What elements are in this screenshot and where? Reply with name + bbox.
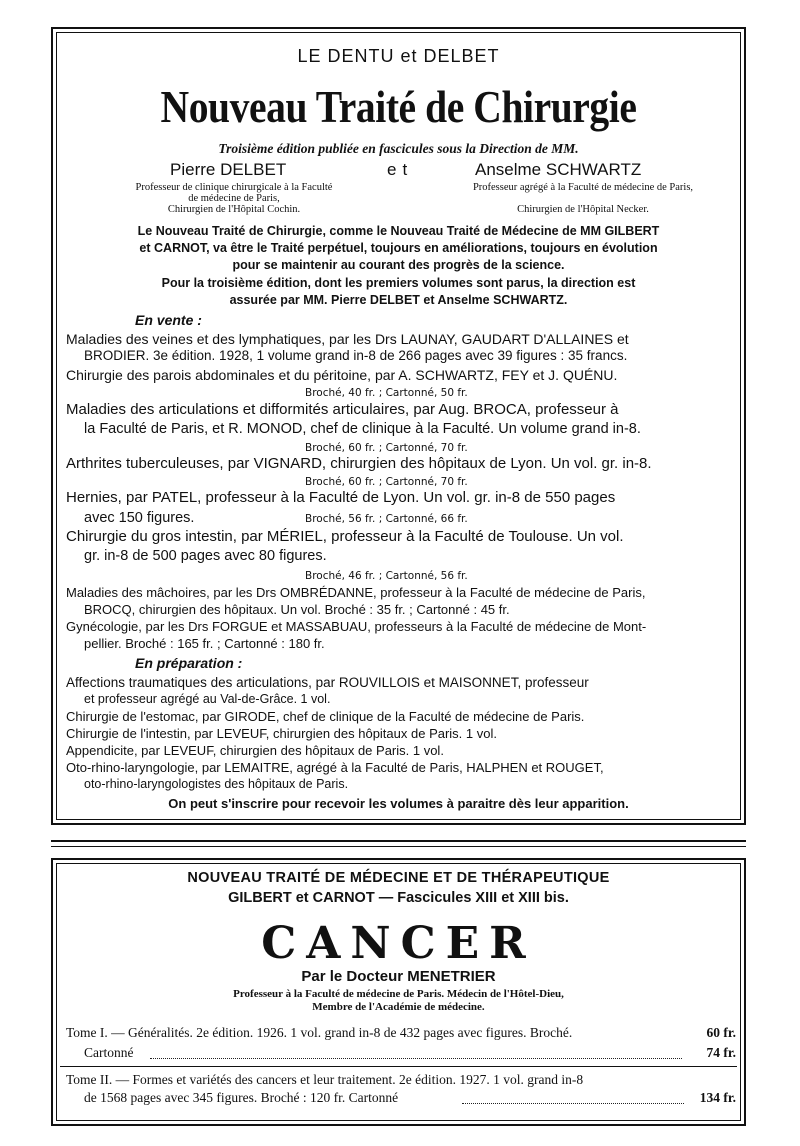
tome-price: 74 fr. bbox=[706, 1045, 736, 1060]
listing-line: gr. in-8 de 500 pages avec 80 figures. bbox=[84, 548, 327, 564]
dot-leader bbox=[462, 1091, 684, 1104]
preparation-line: Affections traumatiques des articulations, par ROUVILLOIS et MAISONNET, professeur bbox=[66, 675, 589, 690]
listing-line: Hernies, par PATEL, professeur à la Faculté de Lyon. Un vol. gr. in-8 de 550 pages bbox=[66, 489, 616, 506]
listing-line: Arthrites tuberculeuses, par VIGNARD, chirurgien des hôpitaux de Lyon. Un vol. gr. in-8. bbox=[66, 455, 652, 472]
intro-line: pour se maintenir au courant des progrès de la science. bbox=[232, 258, 565, 272]
intro-line: et CARNOT, va être le Traité perpétuel, toujours en améliorations, toujours en évolution bbox=[139, 241, 658, 255]
author-affiliation: Membre de l'Académie de médecine. bbox=[312, 1001, 485, 1013]
listing-price: Broché, 40 fr. ; Cartonné, 50 fr. bbox=[305, 387, 468, 399]
series-editors: GILBERT et CARNOT — Fascicules XIII et XIII bis. bbox=[228, 890, 569, 906]
book-title-cancer: CANCER bbox=[261, 918, 536, 969]
listing-line: Maladies des veines et des lymphatiques, par les Drs LAUNAY, GAUDART D'ALLAINES et bbox=[66, 331, 629, 347]
tome-line: Tome II. — Formes et variétés des cancers et leur traitement. 2e édition. 1927. 1 vol. grand in-8 bbox=[66, 1072, 584, 1087]
cancer-author: Par le Docteur MENETRIER bbox=[301, 968, 496, 985]
preparation-line: Chirurgie de l'intestin, par LEVEUF, chirurgien des hôpitaux de Paris. 1 vol. bbox=[66, 726, 497, 741]
listing-line: avec 150 figures. bbox=[84, 510, 195, 526]
director-2-name: Anselme SCHWARTZ bbox=[475, 160, 642, 179]
dot-leader bbox=[150, 1046, 682, 1059]
separator-rule bbox=[51, 840, 746, 842]
tome-divider bbox=[60, 1066, 737, 1067]
preparation-line: Appendicite, par LEVEUF, chirurgien des hôpitaux de Paris. 1 vol. bbox=[66, 743, 444, 758]
director-conj: et bbox=[387, 160, 414, 179]
listing-line: Chirurgie du gros intestin, par MÉRIEL, professeur à la Faculté de Toulouse. Un vol. bbox=[66, 528, 624, 545]
listing-line: Maladies des mâchoires, par les Drs OMBRÉDANNE, professeur à la Faculté de médecine de Paris, bbox=[66, 585, 646, 600]
intro-line: Pour la troisième édition, dont les premiers volumes sont parus, la direction est bbox=[161, 276, 636, 290]
director-1-affiliation: Chirurgien de l'Hôpital Cochin. bbox=[167, 204, 301, 215]
listing-line: pellier. Broché : 165 fr. ; Cartonné : 180 fr. bbox=[84, 636, 325, 651]
listing-price: Broché, 60 fr. ; Cartonné, 70 fr. bbox=[305, 442, 468, 454]
edition-subtitle: Troisième édition publiée en fascicules sous la Direction de MM. bbox=[218, 141, 579, 156]
listing-price: Broché, 56 fr. ; Cartonné, 66 fr. bbox=[305, 513, 468, 525]
director-2-affiliation: Chirurgien de l'Hôpital Necker. bbox=[517, 204, 649, 215]
tome-price: 60 fr. bbox=[706, 1025, 736, 1040]
tome-line: Tome I. — Généralités. 2e édition. 1926. 1 vol. grand in-8 de 432 pages avec figures. Broché. bbox=[66, 1025, 573, 1040]
intro-line: Le Nouveau Traité de Chirurgie, comme le Nouveau Traité de Médecine de MM GILBERT bbox=[137, 224, 660, 238]
director-1-affiliation: Professeur de clinique chirurgicale à la Faculté bbox=[135, 182, 333, 193]
listing-price: Broché, 46 fr. ; Cartonné, 56 fr. bbox=[305, 570, 468, 582]
listing-line: Gynécologie, par les Drs FORGUE et MASSABUAU, professeurs à la Faculté de médecine de Mont- bbox=[66, 619, 647, 634]
tome-line: Cartonné bbox=[84, 1045, 134, 1060]
section-heading-en-preparation: En préparation : bbox=[135, 655, 243, 671]
director-2-affiliation: Professeur agrégé à la Faculté de médecine de Paris, bbox=[472, 182, 694, 193]
preparation-line: et professeur agrégé au Val-de-Grâce. 1 vol. bbox=[84, 692, 331, 706]
listing-line: Maladies des articulations et difformités articulaires, par Aug. BROCA, professeur à bbox=[66, 401, 619, 418]
listing-line: Chirurgie des parois abdominales et du péritoine, par A. SCHWARTZ, FEY et J. QUÉNU. bbox=[66, 367, 618, 383]
preparation-line: Chirurgie de l'estomac, par GIRODE, chef de clinique de la Faculté de médecine de Paris. bbox=[66, 709, 585, 724]
section-heading-en-vente: En vente : bbox=[135, 312, 202, 328]
series-title: NOUVEAU TRAITÉ DE MÉDECINE ET DE THÉRAPEUTIQUE bbox=[187, 870, 610, 886]
listing-line: BRODIER. 3e édition. 1928, 1 volume grand in-8 de 266 pages avec 39 figures : 35 francs. bbox=[84, 348, 628, 363]
series-authors: LE DENTU et DELBET bbox=[297, 46, 500, 66]
listing-price: Broché, 60 fr. ; Cartonné, 70 fr. bbox=[305, 476, 468, 488]
subscription-note: On peut s'inscrire pour recevoir les volumes à paraitre dès leur apparition. bbox=[168, 796, 629, 811]
intro-line: assurée par MM. Pierre DELBET et Anselme SCHWARTZ. bbox=[229, 293, 568, 307]
director-1-affiliation: de médecine de Paris, bbox=[188, 193, 280, 204]
author-affiliation: Professeur à la Faculté de médecine de Paris. Médecin de l'Hôtel-Dieu, bbox=[233, 988, 564, 1000]
listing-line: BROCQ, chirurgien des hôpitaux. Un vol. Broché : 35 fr. ; Cartonné : 45 fr. bbox=[84, 602, 510, 617]
tome-line: de 1568 pages avec 345 figures. Broché : 120 fr. Cartonné bbox=[84, 1090, 399, 1105]
book-title: Nouveau Traité de Chirurgie bbox=[160, 81, 637, 132]
preparation-line: oto-rhino-laryngologistes des hôpitaux de Paris. bbox=[84, 777, 349, 791]
separator-rule bbox=[51, 846, 746, 847]
tome-price: 134 fr. bbox=[699, 1090, 736, 1105]
preparation-line: Oto-rhino-laryngologie, par LEMAITRE, agrégé à la Faculté de Paris, HALPHEN et ROUGET, bbox=[66, 760, 604, 775]
listing-line: la Faculté de Paris, et R. MONOD, chef de clinique à la Faculté. Un volume grand in-8. bbox=[84, 421, 641, 437]
director-1-name: Pierre DELBET bbox=[170, 160, 287, 179]
